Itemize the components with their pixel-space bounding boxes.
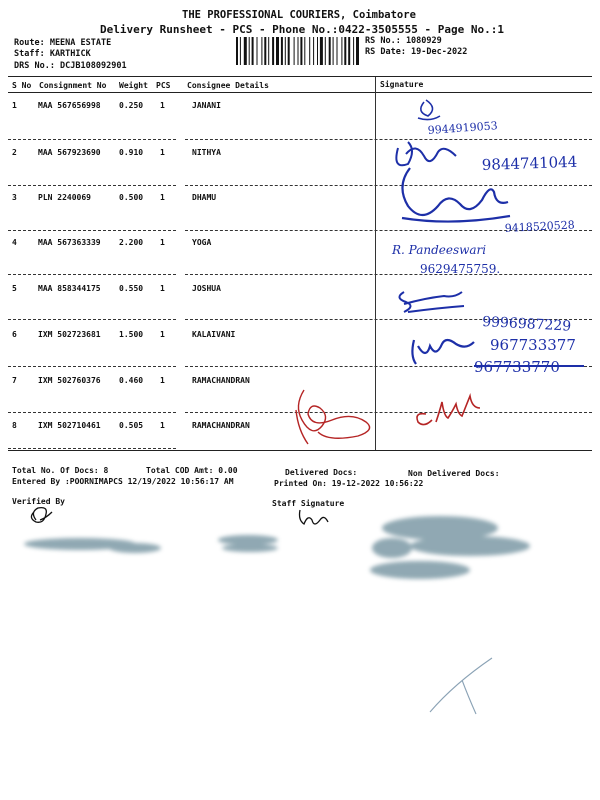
row-consignee: KALAIVANI	[192, 330, 236, 339]
stray-pen-mark	[430, 658, 492, 714]
rs-number: RS No.: 1080929	[365, 36, 442, 46]
row-weight: 0.460	[119, 376, 144, 385]
signature-row-7-right	[417, 396, 480, 425]
signature-row-5	[399, 292, 464, 312]
col-header-sno: S No	[12, 81, 32, 90]
col-header-consignment: Consignment No	[39, 81, 107, 90]
row-sno: 2	[12, 148, 17, 157]
row-consignee: RAMACHANDRAN	[192, 376, 250, 385]
name-row-4: R. Pandeeswari	[392, 243, 487, 257]
entered-by: Entered By :POORNIMAPCS 12/19/2022 10:56:17 AM	[12, 477, 234, 486]
row-consignee: JOSHUA	[192, 284, 221, 293]
row-pcs: 1	[160, 238, 165, 247]
row-pcs: 1	[160, 284, 165, 293]
col-header-weight: Weight	[119, 81, 148, 90]
phone-row-3: 9418520528	[504, 218, 576, 235]
total-docs: Total No. Of Docs: 8	[12, 466, 109, 475]
staff-signature-mark	[300, 510, 329, 524]
row-weight: 0.910	[119, 148, 144, 157]
row-consignment: MAA 567363339	[38, 238, 101, 247]
row-pcs: 1	[160, 101, 165, 110]
rs-date: RS Date: 19-Dec-2022	[365, 47, 468, 57]
phone-row-5: 9996987229	[481, 314, 572, 335]
drs-number: DRS No.: DCJB108092901	[14, 61, 127, 71]
phone-row-6b: 967733770	[474, 358, 560, 376]
staff-signature-label: Staff Signature	[272, 499, 345, 508]
row-pcs: 1	[160, 421, 165, 430]
row-consignment: IXM 502710461	[38, 421, 101, 430]
phone-row-6a: 967733377	[490, 336, 576, 354]
row-consignment: MAA 858344175	[38, 284, 101, 293]
row-consignee: JANANI	[192, 101, 221, 110]
verified-by-label: Verified By	[12, 497, 65, 506]
row-consignee: DHAMU	[192, 193, 217, 202]
row-sno: 8	[12, 421, 17, 430]
row-consignee: RAMACHANDRAN	[192, 421, 250, 430]
col-header-signature: Signature	[380, 80, 424, 89]
phone-row-4: 9629475759.	[420, 262, 501, 276]
row-weight: 0.500	[119, 193, 144, 202]
signature-row-2	[396, 142, 456, 165]
delivered-docs: Delivered Docs:	[285, 468, 358, 477]
col-header-pcs: PCS	[156, 81, 171, 90]
row-pcs: 1	[160, 330, 165, 339]
row-sno: 3	[12, 193, 17, 202]
row-pcs: 1	[160, 376, 165, 385]
signature-row-6	[412, 340, 474, 364]
row-weight: 0.505	[119, 421, 144, 430]
row-sno: 6	[12, 330, 17, 339]
verified-signature	[31, 508, 52, 523]
printed-on: Printed On: 19-12-2022 10:56:22	[274, 479, 424, 488]
row-consignment: MAA 567923690	[38, 148, 101, 157]
total-cod: Total COD Amt: 0.00	[146, 466, 238, 475]
route-label: Route: MEENA ESTATE	[14, 38, 112, 48]
row-sno: 1	[12, 101, 17, 110]
phone-row-2: 9844741044	[481, 152, 578, 174]
row-sno: 4	[12, 238, 17, 247]
col-header-consignee: Consignee Details	[187, 81, 269, 90]
non-delivered-docs: Non Delivered Docs:	[408, 469, 500, 478]
row-pcs: 1	[160, 148, 165, 157]
row-consignment: IXM 502760376	[38, 376, 101, 385]
row-weight: 0.550	[119, 284, 144, 293]
row-weight: 2.200	[119, 238, 144, 247]
staff-label: Staff: KARTHICK	[14, 49, 91, 59]
row-weight: 0.250	[119, 101, 144, 110]
redaction-blot	[24, 516, 530, 579]
runsheet-subtitle: Delivery Runsheet - PCS - Phone No.:0422-3505555 - Page No.:1	[100, 23, 504, 36]
signature-row-7-left	[296, 390, 370, 444]
signature-row-1	[418, 100, 440, 120]
row-consignee: YOGA	[192, 238, 212, 247]
row-sno: 7	[12, 376, 17, 385]
row-consignment: IXM 502723681	[38, 330, 101, 339]
row-sno: 5	[12, 284, 17, 293]
row-pcs: 1	[160, 193, 165, 202]
row-consignment: MAA 567656998	[38, 101, 101, 110]
phone-row-1: 9944919053	[427, 119, 499, 137]
row-consignment: PLN 2240069	[38, 193, 91, 202]
row-weight: 1.500	[119, 330, 144, 339]
signature-row-3	[402, 168, 510, 222]
company-title: THE PROFESSIONAL COURIERS, Coimbatore	[182, 9, 416, 21]
row-consignee: NITHYA	[192, 148, 221, 157]
